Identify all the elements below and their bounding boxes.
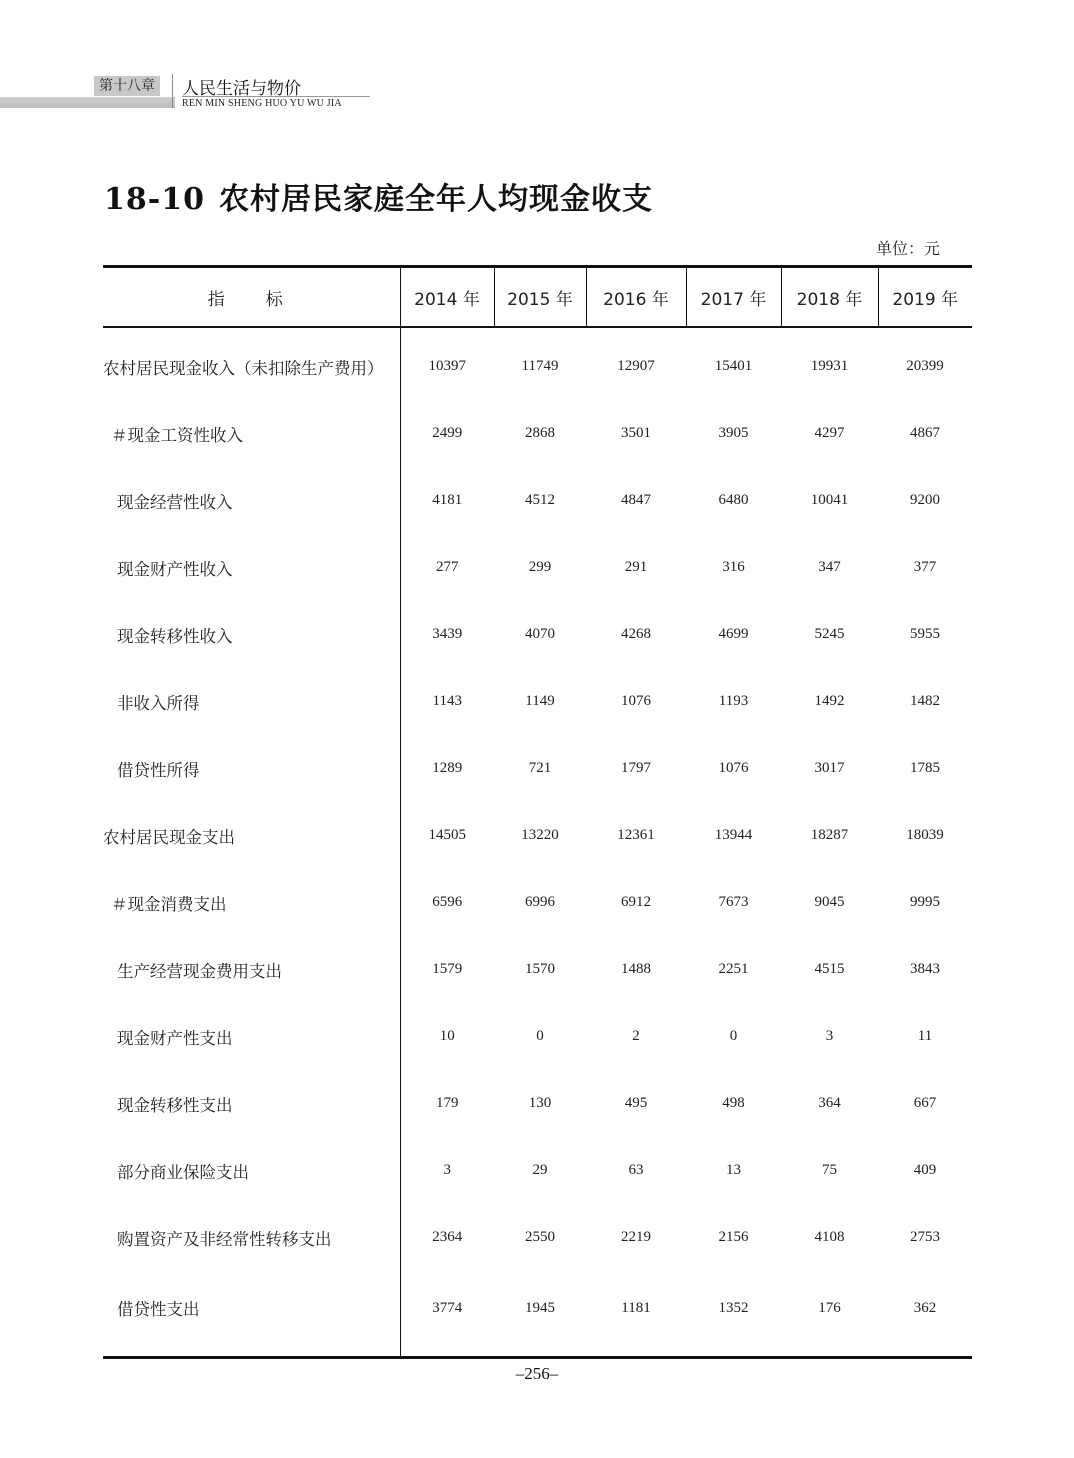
table-row (103, 534, 972, 601)
header-row (103, 267, 972, 328)
table-cell: 4268 (621, 626, 651, 642)
table-cell: 377 (913, 559, 937, 575)
table-cell: 1579 (432, 961, 463, 977)
row-label: 借贷性支出 (103, 1271, 400, 1358)
chapter-pinyin: REN MIN SHENG HUO YU WU JIA (182, 96, 370, 109)
row-label: 现金转移性收入 (103, 601, 400, 668)
table-cell: 316 (722, 559, 745, 575)
table-cell: 6480 (718, 492, 749, 508)
table-cell: 11 (917, 1028, 933, 1044)
table-cell: 364 (818, 1095, 841, 1111)
table-cell: 176 (818, 1299, 841, 1316)
table-row (103, 869, 972, 936)
table-row (103, 400, 972, 467)
row-label: 购置资产及非经常性转移支出 (103, 1204, 400, 1271)
table-cell: 2868 (525, 425, 555, 441)
table-cell: 14505 (428, 827, 466, 843)
table-cell: 4070 (525, 626, 555, 642)
row-label: 农村居民现金支出 (103, 802, 400, 869)
table-cell: 3439 (432, 626, 463, 642)
table-cell: 19931 (810, 358, 849, 374)
table-cell: 2753 (910, 1229, 940, 1245)
row-label: 农村居民现金收入（未扣除生产费用） (103, 327, 400, 400)
table-row (103, 601, 972, 668)
table-cell: 4512 (525, 492, 555, 508)
table-row (103, 936, 972, 1003)
table-cell: 12361 (617, 827, 655, 843)
table-cell: 4867 (910, 425, 940, 441)
table-cell: 4108 (814, 1229, 845, 1245)
row-label: 现金经营性收入 (103, 467, 400, 534)
table-cell: 299 (528, 559, 552, 575)
table-cell: 3 (825, 1028, 834, 1044)
table-cell: 6996 (525, 894, 555, 910)
table-cell: 13944 (714, 827, 753, 843)
table-cell: 721 (528, 760, 552, 776)
table-cell: 9045 (814, 894, 845, 910)
table-cell: 3774 (432, 1299, 463, 1316)
table-cell: 130 (528, 1095, 552, 1111)
table-cell: 2219 (621, 1229, 651, 1245)
chapter-title: 人民生活与物价 (182, 79, 301, 99)
column-header: 2018 年 (781, 267, 878, 328)
unit-label: 单位：元 (875, 239, 940, 258)
table-cell: 4699 (718, 626, 749, 642)
table-cell: 1482 (910, 693, 940, 709)
table-cell: 10041 (810, 492, 849, 508)
table-cell: 1570 (525, 961, 555, 977)
row-label: 现金财产性支出 (103, 1003, 400, 1070)
table-row (103, 735, 972, 802)
table-title-text: 农村居民家庭全年人均现金收支 (218, 182, 653, 217)
table-cell: 4515 (814, 961, 845, 977)
table-cell: 3 (443, 1162, 451, 1178)
row-label: 现金财产性收入 (103, 534, 400, 601)
table-cell: 495 (624, 1095, 648, 1111)
table-cell: 277 (436, 559, 459, 575)
row-label: 生产经营现金费用支出 (103, 936, 400, 1003)
table-row (103, 1204, 972, 1271)
table-cell: 2550 (525, 1229, 555, 1245)
table-cell: 10397 (428, 358, 466, 374)
table-cell: 4297 (814, 425, 845, 441)
table-cell: 291 (624, 559, 648, 575)
table-row (103, 327, 972, 400)
data-table (103, 265, 972, 1359)
table-row (103, 668, 972, 735)
table-cell: 347 (818, 559, 841, 575)
row-label: 非收入所得 (103, 668, 400, 735)
table-cell: 7673 (718, 894, 749, 910)
table-cell: 1143 (432, 693, 462, 709)
header-divider (172, 74, 173, 108)
table-cell: 29 (532, 1162, 548, 1178)
table-cell: 3843 (910, 961, 940, 977)
table-cell: 2156 (718, 1229, 749, 1245)
row-label: 借贷性所得 (103, 735, 400, 802)
table-row (103, 1137, 972, 1204)
table-cell: 667 (913, 1095, 937, 1111)
column-header: 2019 年 (878, 267, 972, 328)
table-number: 18-10 (104, 182, 205, 217)
row-label: ＃现金工资性收入 (103, 400, 400, 467)
table-cell: 4847 (621, 492, 651, 508)
table-cell: 1076 (621, 693, 651, 709)
table-cell: 1797 (621, 760, 651, 776)
table-cell: 15401 (714, 358, 753, 374)
table-cell: 1785 (910, 760, 940, 776)
table-cell: 1289 (432, 760, 463, 776)
table-cell: 12907 (617, 358, 655, 374)
row-label: 现金转移性支出 (103, 1070, 400, 1137)
page-number: –256– (515, 1364, 559, 1383)
table-cell: 75 (822, 1162, 837, 1178)
table-cell: 1076 (718, 760, 749, 776)
table-cell: 18287 (810, 827, 849, 843)
table-cell: 1181 (621, 1299, 651, 1316)
table-cell: 3501 (621, 425, 651, 441)
table-cell: 2 (632, 1028, 640, 1044)
table-title (104, 174, 653, 218)
table-cell: 0 (729, 1028, 738, 1044)
table-cell: 2251 (718, 961, 749, 977)
header-band (0, 97, 175, 108)
table-cell: 18039 (906, 827, 944, 843)
table-row (103, 1070, 972, 1137)
column-header: 2017 年 (686, 267, 781, 328)
table-cell: 179 (436, 1095, 459, 1111)
table-row (103, 467, 972, 534)
table-cell: 1945 (525, 1299, 555, 1316)
table-cell: 6596 (432, 894, 463, 910)
table-cell: 1492 (814, 693, 845, 709)
table-cell: 498 (722, 1095, 745, 1111)
table-cell: 0 (536, 1028, 544, 1044)
table-row (103, 802, 972, 869)
table-cell: 2364 (432, 1229, 463, 1245)
table-cell: 3017 (814, 760, 845, 776)
table-cell: 20399 (906, 358, 944, 374)
table-cell: 13 (726, 1162, 741, 1178)
table-cell: 10 (439, 1028, 455, 1044)
table-cell: 1193 (718, 693, 749, 709)
table-cell: 1352 (718, 1299, 749, 1316)
table-cell: 1149 (525, 693, 555, 709)
table-cell: 13220 (521, 827, 559, 843)
table-row (103, 1003, 972, 1070)
table-cell: 3905 (718, 425, 749, 441)
table-row (103, 1271, 972, 1358)
table-cell: 5955 (910, 626, 940, 642)
table-cell: 11749 (521, 358, 559, 374)
table-cell: 6912 (621, 894, 651, 910)
table-cell: 362 (913, 1299, 937, 1316)
table-cell: 9995 (910, 894, 940, 910)
row-label: ＃现金消费支出 (103, 869, 400, 936)
table-cell: 409 (913, 1162, 937, 1178)
chapter-label: 第十八章 (94, 76, 160, 96)
table-cell: 5245 (814, 626, 845, 642)
table-cell: 1488 (621, 961, 651, 977)
table-cell: 2499 (432, 425, 463, 441)
column-header: 2015 年 (494, 267, 586, 328)
row-label: 部分商业保险支出 (103, 1137, 400, 1204)
table-cell: 63 (628, 1162, 644, 1178)
table-cell: 9200 (910, 492, 940, 508)
table-cell: 4181 (432, 492, 463, 508)
column-header: 指 标 (103, 267, 400, 328)
column-header: 2016 年 (586, 267, 686, 328)
column-header: 2014 年 (400, 267, 494, 328)
